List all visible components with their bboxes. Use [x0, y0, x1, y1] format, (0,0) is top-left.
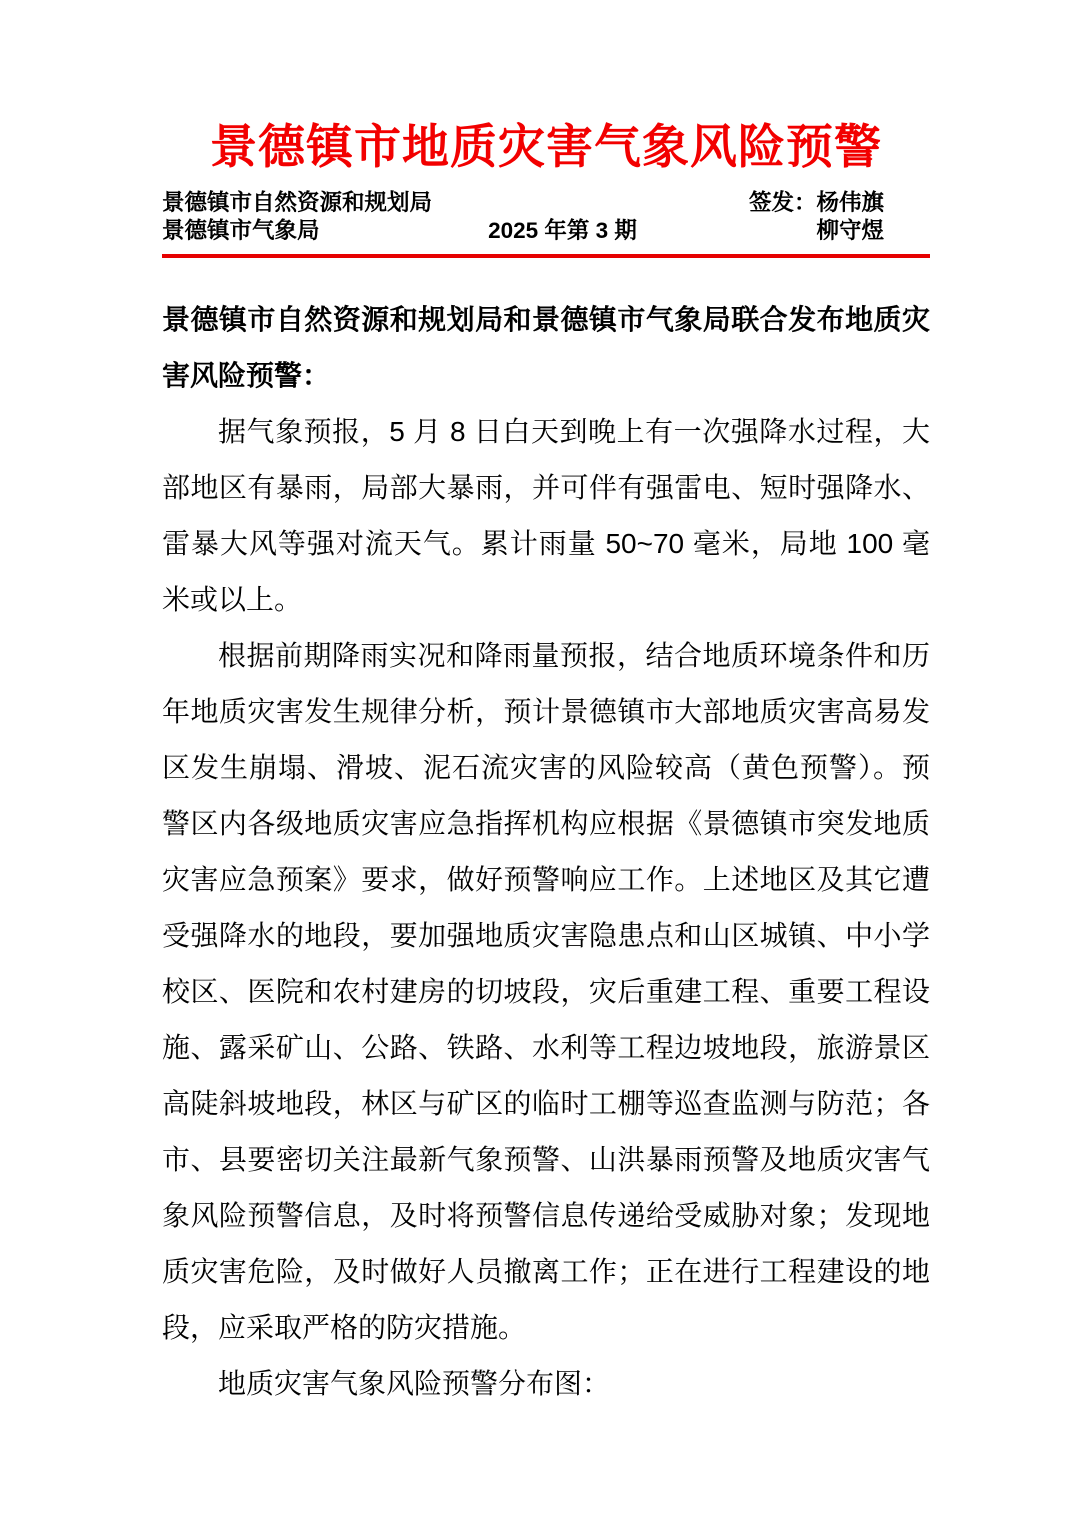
issuing-orgs: [162, 189, 432, 245]
signers: [749, 189, 930, 245]
lead-joint-release-paragraph: 景德镇市自然资源和规划局和景德镇市气象局联合发布地质灾害风险预警：: [162, 304, 930, 392]
signer-line-2: 柳守煜: [816, 218, 884, 244]
issue-number: 2025 年第 3 期: [488, 218, 637, 244]
map-caption-paragraph: 地质灾害气象风险预警分布图：: [218, 1368, 611, 1400]
risk-warning-paragraph: 根据前期降雨实况和降雨量预报，结合地质环境条件和历年地质灾害发生规律分析，预计景德镇市大部地质灾害高易发区发生崩塌、滑坡、泥石流灾害的风险较高（黄色预警）。预警区内各级地质灾害应急指挥机构应根据《景德镇市突发地质灾害应急预案》要求，做好预警响应工作。上述地区及其它遭受强降水的地段，要加强地质灾害隐患点和山区城镇、中小学校区、医院和农村建房的切坡段，灾后重建工程、重要工程设施、露采矿山、公路、铁路、水利等工程边坡地段，旅游景区高陡斜坡地段，林区与矿区的临时工棚等巡查监测与防范；各市、县要密切关注最新气象预警、山洪暴雨预警及地质灾害气象风险预警信息，及时将预警信息传递给受威胁对象；发现地质灾害危险，及时做好人员撤离工作；正在进行工程建设的地段，应采取严格的防灾措施。: [162, 640, 930, 1344]
red-divider-rule: [162, 254, 930, 258]
issue-number-column: [404, 189, 721, 245]
document-title: 景德镇市地质灾害气象风险预警: [210, 122, 882, 174]
document-body: [162, 292, 930, 1412]
issue-number-spacer: [404, 189, 721, 217]
signer-line-1: 签发：杨伟旗: [748, 190, 884, 216]
issuing-org-meteorological: 景德镇市气象局: [162, 218, 320, 244]
weather-forecast-paragraph: 据气象预报，5 月 8 日白天到晚上有一次强降水过程，大部地区有暴雨，局部大暴雨，并可伴有强雷电、短时强降水、雷暴大风等强对流天气。累计雨量 50~70 毫米，局地 100 毫米或以上。: [162, 416, 930, 616]
masthead: [162, 189, 930, 245]
issuing-org-natural-resources: 景德镇市自然资源和规划局: [162, 190, 433, 216]
